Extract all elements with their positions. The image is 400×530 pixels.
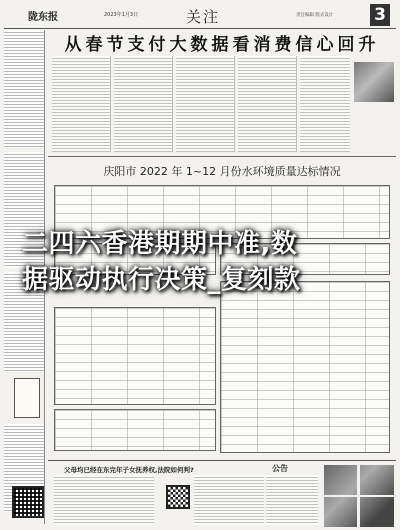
- sidebar-article: [4, 30, 44, 148]
- text-column: [300, 56, 350, 152]
- sidebar-ad-box: [14, 378, 40, 418]
- paper-name: 陇东报: [28, 12, 58, 23]
- qr-code-icon: [12, 486, 44, 518]
- section-title: 关注: [186, 8, 221, 26]
- page-number: 3: [370, 4, 390, 26]
- news-photo: [354, 62, 394, 102]
- editor-info: 责任编辑 版式设计: [296, 13, 334, 18]
- water-quality-section: [48, 156, 396, 459]
- photo-collage: [324, 465, 394, 527]
- text-column: [194, 475, 264, 525]
- masthead: [4, 2, 396, 29]
- data-table: [54, 307, 216, 405]
- main-headline: 从春节支付大数据看消费信心回升: [64, 35, 380, 55]
- data-table: [220, 281, 390, 453]
- issue-date: 2023年1月3日: [104, 12, 139, 18]
- text-column: [266, 475, 318, 525]
- overlay-title-line1: 二四六香港期期中准,数: [22, 229, 298, 259]
- notice-heading: 公告: [272, 464, 288, 473]
- text-column: [238, 56, 297, 152]
- bottom-headline: 父母均已经在东完年子女抚养权,法院如何判?: [64, 466, 194, 474]
- bottom-section: [48, 460, 396, 527]
- overlay-title-line2: 据驱动执行决策_复刻款: [22, 265, 301, 295]
- qr-code-icon: [166, 485, 190, 509]
- text-column: [176, 56, 235, 152]
- data-table: [54, 409, 216, 451]
- text-column: [52, 56, 111, 152]
- table-title: 庆阳市 2022 年 1~12 月份水环境质量达标情况: [103, 165, 341, 178]
- text-column: [54, 475, 154, 525]
- text-column: [114, 56, 173, 152]
